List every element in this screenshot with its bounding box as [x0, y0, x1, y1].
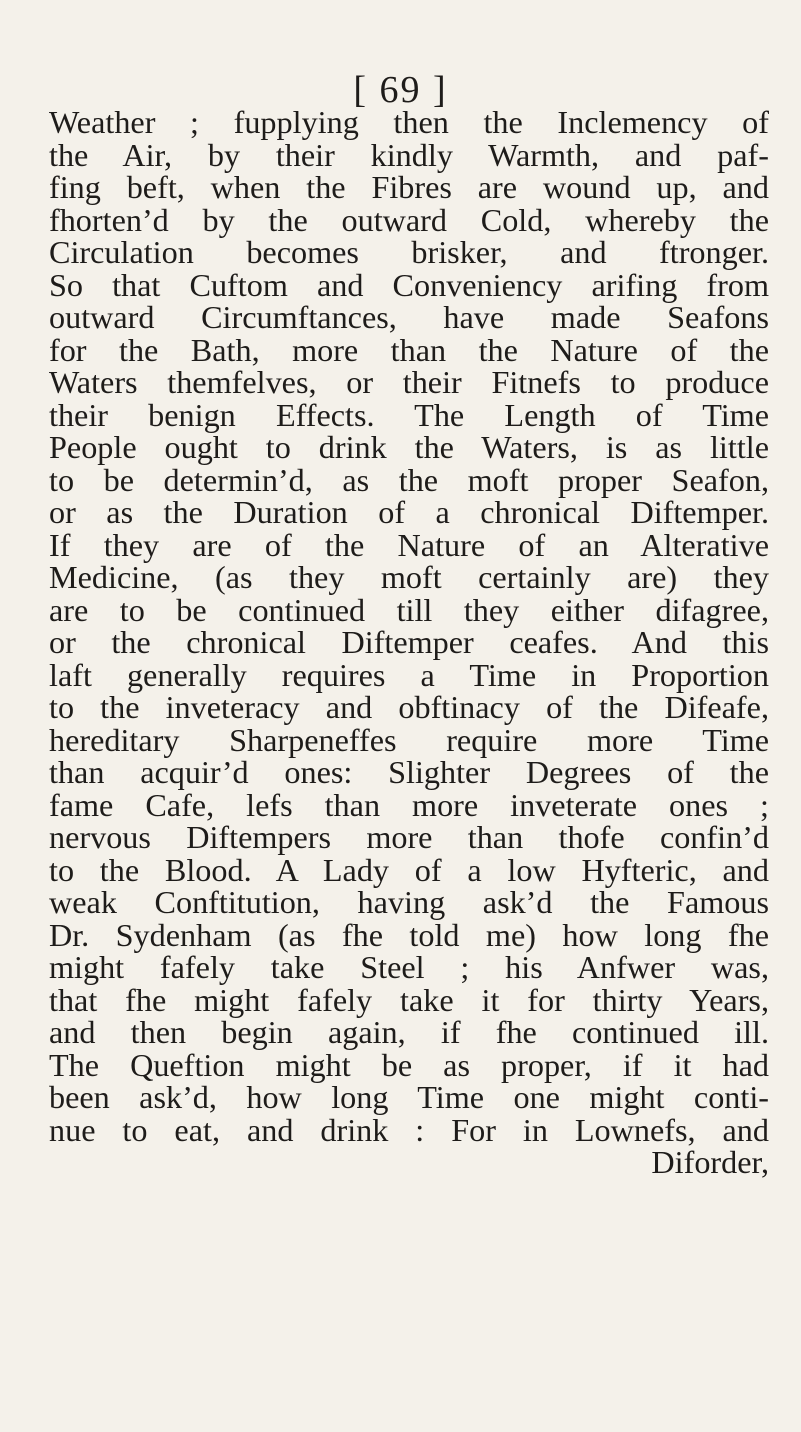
- text-line: that fhe might fafely take it for thirty Years,: [49, 981, 769, 1018]
- text-line: the Air, by their kindly Warmth, and paf-: [49, 136, 769, 173]
- text-line: to be determin’d, as the moft proper Seafon,: [49, 461, 769, 498]
- text-line: People ought to drink the Waters, is as little: [49, 429, 769, 465]
- text-line: and then begin again, if fhe continued ill.: [49, 1014, 769, 1050]
- text-line: So that Cuftom and Conveniency arifing from: [49, 266, 769, 303]
- text-line: fame Cafe, lefs than more inveterate ones ;: [49, 786, 769, 823]
- page-number: [ 69 ]: [353, 69, 448, 111]
- text-line: weak Conftitution, having ask’d the Famous: [49, 884, 769, 920]
- text-line: to the inveteracy and obftinacy of the Difeafe,: [49, 689, 769, 725]
- text-line: are to be continued till they either difagree,: [49, 591, 769, 628]
- text-line: Diforder,: [651, 1144, 769, 1180]
- body-text: [49, 106, 769, 1179]
- text-line: or as the Duration of a chronical Diftemper.: [49, 494, 769, 530]
- text-line: Waters themfelves, or their Fitnefs to produce: [49, 364, 769, 400]
- text-line: than acquir’d ones: Slighter Degrees of the: [49, 754, 769, 790]
- text-line: to the Blood. A Lady of a low Hyfteric, and: [49, 851, 769, 888]
- text-line: been ask’d, how long Time one might conti-: [49, 1079, 769, 1115]
- text-line: Weather ; fupplying then the Inclemency of: [49, 104, 769, 140]
- text-line: fing beft, when the Fibres are wound up, and: [49, 169, 769, 205]
- text-line: laft generally requires a Time in Proportion: [49, 656, 769, 693]
- text-line: Dr. Sydenham (as fhe told me) how long fhe: [49, 916, 769, 953]
- text-line: nue to eat, and drink : For in Lownefs, and: [49, 1111, 769, 1148]
- text-line: their benign Effects. The Length of Time: [49, 396, 769, 433]
- text-line: for the Bath, more than the Nature of the: [49, 331, 769, 368]
- text-line: outward Circumftances, have made Seafons: [49, 299, 769, 335]
- text-line: nervous Diftempers more than thofe confin’d: [49, 819, 769, 855]
- text-line: fhorten’d by the outward Cold, whereby the: [49, 201, 769, 238]
- text-line: If they are of the Nature of an Alterative: [49, 526, 769, 563]
- text-line: might fafely take Steel ; his Anfwer was,: [49, 949, 769, 985]
- text-line: hereditary Sharpeneffes require more Time: [49, 721, 769, 758]
- text-line: The Queftion might be as proper, if it had: [49, 1046, 769, 1083]
- text-line: Medicine, (as they moft certainly are) they: [49, 559, 769, 595]
- text-line: or the chronical Diftemper ceafes. And this: [49, 624, 769, 660]
- text-line: Circulation becomes brisker, and ftronger.: [49, 234, 769, 270]
